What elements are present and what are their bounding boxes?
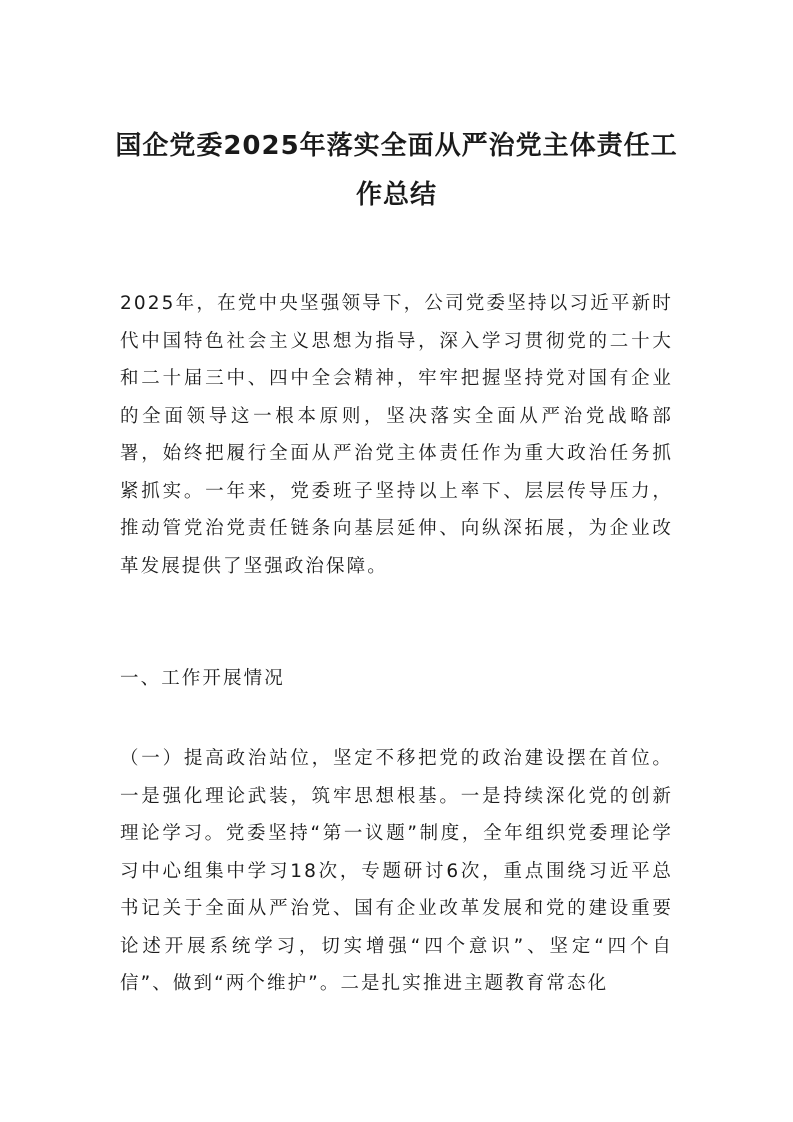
intro-paragraph: 2025年，在党中央坚强领导下，公司党委坚持以习近平新时代中国特色社会主义思想为指导，深入学习贯彻党的二十大和二十届三中、四中全会精神，牢牢把握坚持党对国有企业的全面领导这一根本原则，坚决落实全面从严治党战略部署，始终把履行全面从严治党主体责任作为重大政治任务抓紧抓实。一年来，党委班子坚持以上率下、层层传导压力，推动管党治党责任链条向基层延伸、向纵深拓展，为企业改革发展提供了坚强政治保障。 — [120, 293, 673, 577]
section-heading: 一、工作开展情况 — [120, 668, 285, 689]
document-title-line-2: 作总结 — [355, 180, 437, 210]
section-paragraph: （一）提高政治站位，坚定不移把党的政治建设摆在首位。一是强化理论武装，筑牢思想根基。一是持续深化党的创新理论学习。党委坚持“第一议题”制度，全年组织党委理论学习中心组集中学习18次，专题研讨6次，重点围绕习近平总书记关于全面从严治党、国有企业改革发展和党的建设重要论述开展系统学习，切实增强“四个意识”、坚定“四个自信”、做到“两个维护”。二是扎实推进主题教育常态化 — [120, 748, 673, 994]
document-title-line-1: 国企党委2025年落实全面从严治党主体责任工 — [115, 131, 678, 161]
